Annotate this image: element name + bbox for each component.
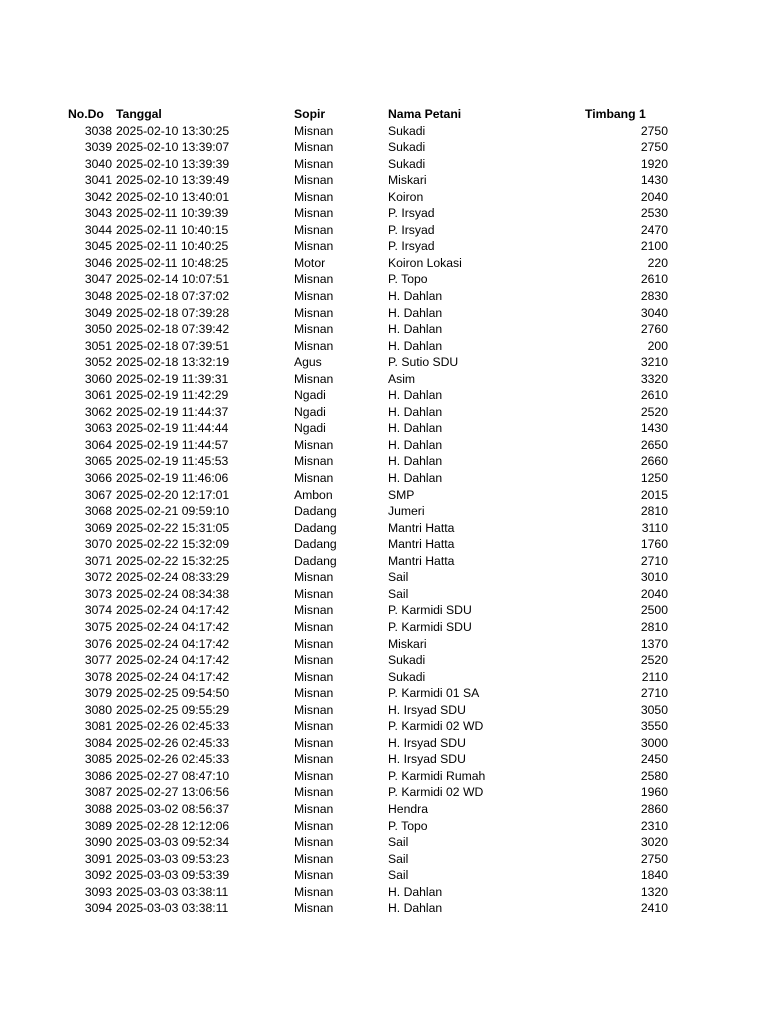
cell-tanggal: 2025-02-19 11:44:37 (116, 404, 229, 419)
cell-tanggal: 2025-02-22 15:31:05 (116, 520, 230, 535)
cell-nama-petani: H. Dahlan (388, 305, 443, 320)
cell-timbang-1: 2750 (640, 123, 668, 138)
cell-sopir: Misnan (294, 570, 334, 585)
table-row (0, 669, 768, 686)
cell-sopir: Misnan (294, 868, 334, 883)
cell-nama-petani: H. Dahlan (388, 901, 443, 916)
cell-no-do: 3074 (84, 603, 112, 618)
cell-tanggal: 2025-02-19 11:45:53 (116, 454, 229, 469)
cell-no-do: 3068 (84, 504, 112, 519)
cell-no-do: 3091 (84, 851, 112, 866)
cell-nama-petani: P. Sutio SDU (388, 355, 459, 370)
cell-no-do: 3081 (84, 719, 112, 734)
cell-tanggal: 2025-02-24 08:34:38 (116, 586, 230, 601)
table-row (0, 569, 768, 586)
cell-tanggal: 2025-02-18 07:39:42 (116, 322, 230, 337)
cell-timbang-1: 1370 (640, 636, 668, 651)
table-row (0, 305, 768, 322)
cell-nama-petani: Mantri Hatta (388, 520, 455, 535)
table-row (0, 735, 768, 752)
table-row (0, 172, 768, 189)
cell-no-do: 3042 (84, 189, 112, 204)
cell-no-do: 3045 (84, 239, 112, 254)
table-row (0, 420, 768, 437)
table-body (0, 123, 768, 917)
cell-tanggal: 2025-03-02 08:56:37 (116, 801, 230, 816)
cell-timbang-1: 2610 (640, 272, 668, 287)
cell-no-do: 3071 (84, 553, 112, 568)
cell-tanggal: 2025-02-18 13:32:19 (116, 355, 230, 370)
cell-timbang-1: 3010 (640, 570, 668, 585)
cell-tanggal: 2025-02-10 13:39:07 (116, 140, 230, 155)
cell-no-do: 3064 (84, 437, 112, 452)
cell-sopir: Dadang (294, 504, 337, 519)
cell-tanggal: 2025-03-03 03:38:11 (116, 884, 229, 899)
cell-no-do: 3060 (84, 371, 112, 386)
cell-nama-petani: Koiron Lokasi (388, 255, 462, 270)
cell-no-do: 3088 (84, 801, 112, 816)
cell-timbang-1: 2040 (640, 586, 668, 601)
cell-no-do: 3061 (84, 388, 112, 403)
cell-sopir: Misnan (294, 437, 334, 452)
cell-sopir: Misnan (294, 884, 334, 899)
cell-tanggal: 2025-02-21 09:59:10 (116, 504, 230, 519)
cell-sopir: Misnan (294, 272, 334, 287)
cell-nama-petani: P. Irsyad (388, 239, 435, 254)
cell-timbang-1: 3000 (640, 735, 668, 750)
cell-no-do: 3065 (84, 454, 112, 469)
cell-no-do: 3069 (84, 520, 112, 535)
cell-no-do: 3087 (84, 785, 112, 800)
cell-sopir: Misnan (294, 289, 334, 304)
cell-nama-petani: P. Karmidi SDU (388, 603, 472, 618)
cell-no-do: 3085 (84, 752, 112, 767)
cell-tanggal: 2025-02-10 13:39:39 (116, 156, 230, 171)
cell-tanggal: 2025-02-18 07:37:02 (116, 289, 230, 304)
cell-sopir: Misnan (294, 835, 334, 850)
cell-timbang-1: 1430 (640, 173, 668, 188)
table-row (0, 453, 768, 470)
cell-nama-petani: P. Karmidi Rumah (388, 768, 486, 783)
cell-nama-petani: Miskari (388, 173, 427, 188)
cell-sopir: Misnan (294, 653, 334, 668)
cell-no-do: 3047 (84, 272, 112, 287)
cell-sopir: Misnan (294, 239, 334, 254)
cell-sopir: Misnan (294, 801, 334, 816)
cell-nama-petani: Sail (388, 868, 409, 883)
cell-sopir: Misnan (294, 338, 334, 353)
cell-no-do: 3078 (84, 669, 112, 684)
cell-nama-petani: H. Dahlan (388, 388, 443, 403)
cell-tanggal: 2025-02-24 04:17:42 (116, 603, 230, 618)
cell-sopir: Misnan (294, 371, 334, 386)
cell-nama-petani: Sukadi (388, 653, 426, 668)
cell-nama-petani: P. Topo (388, 818, 428, 833)
cell-tanggal: 2025-02-28 12:12:06 (116, 818, 230, 833)
cell-tanggal: 2025-03-03 03:38:11 (116, 901, 229, 916)
header-timbang-1: Timbang 1 (585, 107, 646, 121)
cell-sopir: Misnan (294, 636, 334, 651)
cell-tanggal: 2025-02-24 08:33:29 (116, 570, 230, 585)
cell-sopir: Misnan (294, 719, 334, 734)
cell-tanggal: 2025-02-10 13:40:01 (116, 189, 230, 204)
cell-timbang-1: 2450 (640, 752, 668, 767)
table-row (0, 801, 768, 818)
table-row (0, 321, 768, 338)
cell-nama-petani: H. Dahlan (388, 322, 443, 337)
cell-sopir: Ngadi (294, 388, 326, 403)
cell-timbang-1: 2710 (640, 686, 668, 701)
table-row (0, 139, 768, 156)
cell-nama-petani: H. Dahlan (388, 471, 443, 486)
cell-nama-petani: H. Dahlan (388, 437, 443, 452)
cell-tanggal: 2025-02-19 11:39:31 (116, 371, 229, 386)
cell-nama-petani: P. Karmidi 01 SA (388, 686, 480, 701)
cell-timbang-1: 2860 (640, 801, 668, 816)
cell-no-do: 3049 (84, 305, 112, 320)
cell-sopir: Misnan (294, 603, 334, 618)
cell-tanggal: 2025-02-20 12:17:01 (116, 487, 230, 502)
cell-no-do: 3090 (84, 835, 112, 850)
cell-no-do: 3077 (84, 653, 112, 668)
cell-nama-petani: Hendra (388, 801, 428, 816)
cell-timbang-1: 3320 (640, 371, 668, 386)
cell-nama-petani: Mantri Hatta (388, 553, 455, 568)
cell-no-do: 3075 (84, 619, 112, 634)
cell-sopir: Misnan (294, 768, 334, 783)
cell-sopir: Ambon (294, 487, 333, 502)
cell-sopir: Misnan (294, 586, 334, 601)
cell-tanggal: 2025-02-11 10:48:25 (116, 255, 229, 270)
cell-sopir: Misnan (294, 222, 334, 237)
cell-timbang-1: 3020 (640, 835, 668, 850)
cell-tanggal: 2025-03-03 09:53:39 (116, 868, 230, 883)
cell-nama-petani: H. Dahlan (388, 884, 443, 899)
cell-sopir: Misnan (294, 901, 334, 916)
table-row (0, 702, 768, 719)
cell-nama-petani: Sail (388, 835, 409, 850)
table-row (0, 602, 768, 619)
table-row (0, 784, 768, 801)
cell-no-do: 3051 (84, 338, 112, 353)
cell-tanggal: 2025-02-18 07:39:51 (116, 338, 230, 353)
cell-sopir: Misnan (294, 851, 334, 866)
cell-no-do: 3093 (84, 884, 112, 899)
cell-no-do: 3038 (84, 123, 112, 138)
cell-timbang-1: 2810 (640, 504, 668, 519)
cell-timbang-1: 2810 (640, 619, 668, 634)
cell-nama-petani: H. Dahlan (388, 338, 443, 353)
cell-timbang-1: 1430 (640, 421, 668, 436)
cell-sopir: Misnan (294, 189, 334, 204)
cell-nama-petani: P. Karmidi SDU (388, 619, 472, 634)
table-row (0, 338, 768, 355)
cell-timbang-1: 2750 (640, 851, 668, 866)
cell-timbang-1: 3210 (640, 355, 668, 370)
cell-tanggal: 2025-02-19 11:44:57 (116, 437, 229, 452)
cell-no-do: 3050 (84, 322, 112, 337)
cell-tanggal: 2025-02-24 04:17:42 (116, 636, 230, 651)
cell-sopir: Misnan (294, 173, 334, 188)
cell-no-do: 3041 (84, 173, 112, 188)
cell-no-do: 3072 (84, 570, 112, 585)
table-row (0, 834, 768, 851)
cell-nama-petani: H. Dahlan (388, 289, 443, 304)
cell-timbang-1: 220 (647, 255, 668, 270)
cell-no-do: 3089 (84, 818, 112, 833)
table-row (0, 685, 768, 702)
cell-sopir: Dadang (294, 553, 337, 568)
cell-tanggal: 2025-02-27 08:47:10 (116, 768, 230, 783)
cell-no-do: 3062 (84, 404, 112, 419)
cell-timbang-1: 3050 (640, 702, 668, 717)
cell-timbang-1: 2040 (640, 189, 668, 204)
cell-tanggal: 2025-02-22 15:32:25 (116, 553, 230, 568)
cell-timbang-1: 2660 (640, 454, 668, 469)
cell-no-do: 3063 (84, 421, 112, 436)
cell-timbang-1: 2110 (641, 669, 668, 684)
cell-nama-petani: Jumeri (388, 504, 425, 519)
table-row (0, 371, 768, 388)
table-row (0, 255, 768, 272)
cell-timbang-1: 1250 (640, 471, 668, 486)
cell-timbang-1: 1920 (640, 156, 668, 171)
cell-nama-petani: Sail (388, 586, 409, 601)
cell-timbang-1: 2410 (640, 901, 668, 916)
cell-tanggal: 2025-02-18 07:39:28 (116, 305, 230, 320)
table-row (0, 900, 768, 917)
table-row (0, 387, 768, 404)
cell-sopir: Misnan (294, 206, 334, 221)
table-row (0, 487, 768, 504)
cell-sopir: Misnan (294, 669, 334, 684)
cell-tanggal: 2025-02-10 13:39:49 (116, 173, 230, 188)
table-row (0, 189, 768, 206)
cell-timbang-1: 200 (647, 338, 668, 353)
cell-nama-petani: Sail (388, 851, 409, 866)
cell-nama-petani: H. Irsyad SDU (388, 702, 466, 717)
cell-timbang-1: 2710 (640, 553, 668, 568)
cell-nama-petani: Sail (388, 570, 409, 585)
cell-sopir: Misnan (294, 471, 334, 486)
cell-nama-petani: H. Dahlan (388, 404, 443, 419)
cell-no-do: 3079 (84, 686, 112, 701)
cell-nama-petani: Sukadi (388, 123, 426, 138)
cell-tanggal: 2025-02-25 09:54:50 (116, 686, 230, 701)
cell-timbang-1: 2760 (640, 322, 668, 337)
table-row (0, 553, 768, 570)
cell-nama-petani: Sukadi (388, 156, 426, 171)
table-row (0, 222, 768, 239)
table-row (0, 536, 768, 553)
header-tanggal: Tanggal (116, 107, 162, 121)
cell-sopir: Misnan (294, 619, 334, 634)
cell-tanggal: 2025-02-26 02:45:33 (116, 719, 230, 734)
cell-nama-petani: Sukadi (388, 669, 426, 684)
cell-sopir: Misnan (294, 752, 334, 767)
table-row (0, 354, 768, 371)
cell-no-do: 3048 (84, 289, 112, 304)
table-row (0, 404, 768, 421)
cell-timbang-1: 2520 (640, 653, 668, 668)
table-row (0, 437, 768, 454)
cell-timbang-1: 1840 (640, 868, 668, 883)
cell-sopir: Misnan (294, 785, 334, 800)
cell-no-do: 3094 (84, 901, 112, 916)
cell-no-do: 3080 (84, 702, 112, 717)
cell-nama-petani: Miskari (388, 636, 427, 651)
cell-sopir: Misnan (294, 140, 334, 155)
cell-sopir: Dadang (294, 537, 337, 552)
header-nama-petani: Nama Petani (388, 107, 462, 121)
header-no-do: No.Do (68, 107, 104, 121)
table-row (0, 652, 768, 669)
cell-sopir: Dadang (294, 520, 337, 535)
cell-tanggal: 2025-02-11 10:40:15 (116, 222, 229, 237)
cell-no-do: 3052 (84, 355, 112, 370)
cell-timbang-1: 2015 (640, 487, 668, 502)
cell-no-do: 3066 (84, 471, 112, 486)
table-row (0, 503, 768, 520)
table-row (0, 586, 768, 603)
cell-timbang-1: 2830 (640, 289, 668, 304)
cell-no-do: 3092 (84, 868, 112, 883)
table-row (0, 619, 768, 636)
cell-timbang-1: 2100 (640, 239, 668, 254)
cell-tanggal: 2025-02-24 04:17:42 (116, 669, 230, 684)
cell-timbang-1: 1760 (640, 537, 668, 552)
cell-nama-petani: Mantri Hatta (388, 537, 455, 552)
cell-sopir: Misnan (294, 686, 334, 701)
table-row (0, 751, 768, 768)
table-row (0, 867, 768, 884)
cell-sopir: Misnan (294, 156, 334, 171)
table-row (0, 205, 768, 222)
cell-sopir: Misnan (294, 818, 334, 833)
cell-no-do: 3073 (84, 586, 112, 601)
data-table (0, 106, 768, 917)
table-row (0, 470, 768, 487)
cell-no-do: 3067 (84, 487, 112, 502)
cell-tanggal: 2025-03-03 09:53:23 (116, 851, 230, 866)
cell-nama-petani: Sukadi (388, 140, 426, 155)
cell-nama-petani: Asim (388, 371, 416, 386)
table-row (0, 288, 768, 305)
cell-timbang-1: 2580 (640, 768, 668, 783)
cell-tanggal: 2025-02-27 13:06:56 (116, 785, 230, 800)
cell-tanggal: 2025-02-14 10:07:51 (116, 272, 230, 287)
cell-timbang-1: 2470 (640, 222, 668, 237)
cell-tanggal: 2025-02-26 02:45:33 (116, 735, 230, 750)
table-row (0, 636, 768, 653)
table-row (0, 271, 768, 288)
table-row (0, 156, 768, 173)
cell-sopir: Misnan (294, 123, 334, 138)
cell-no-do: 3084 (84, 735, 112, 750)
cell-tanggal: 2025-02-10 13:30:25 (116, 123, 230, 138)
cell-sopir: Agus (294, 355, 322, 370)
cell-nama-petani: P. Karmidi 02 WD (388, 785, 484, 800)
cell-timbang-1: 2520 (640, 404, 668, 419)
cell-no-do: 3043 (84, 206, 112, 221)
cell-tanggal: 2025-02-11 10:40:25 (116, 239, 229, 254)
table-row (0, 851, 768, 868)
cell-timbang-1: 1320 (640, 884, 668, 899)
table-row (0, 238, 768, 255)
cell-timbang-1: 3040 (640, 305, 668, 320)
cell-nama-petani: H. Dahlan (388, 454, 443, 469)
cell-timbang-1: 1960 (640, 785, 668, 800)
cell-timbang-1: 2500 (640, 603, 668, 618)
cell-sopir: Misnan (294, 702, 334, 717)
cell-timbang-1: 2750 (640, 140, 668, 155)
cell-timbang-1: 3550 (640, 719, 668, 734)
table-row (0, 768, 768, 785)
cell-no-do: 3070 (84, 537, 112, 552)
cell-no-do: 3086 (84, 768, 112, 783)
cell-tanggal: 2025-02-19 11:42:29 (116, 388, 229, 403)
cell-sopir: Misnan (294, 454, 334, 469)
cell-tanggal: 2025-02-19 11:44:44 (116, 421, 229, 436)
cell-tanggal: 2025-02-24 04:17:42 (116, 619, 230, 634)
cell-timbang-1: 2610 (640, 388, 668, 403)
cell-sopir: Motor (294, 255, 326, 270)
cell-sopir: Misnan (294, 735, 334, 750)
cell-no-do: 3076 (84, 636, 112, 651)
cell-sopir: Misnan (294, 305, 334, 320)
cell-tanggal: 2025-02-24 04:17:42 (116, 653, 230, 668)
cell-no-do: 3044 (84, 222, 112, 237)
cell-tanggal: 2025-02-11 10:39:39 (116, 206, 229, 221)
cell-nama-petani: H. Dahlan (388, 421, 443, 436)
cell-timbang-1: 2530 (640, 206, 668, 221)
cell-nama-petani: P. Irsyad (388, 222, 435, 237)
cell-sopir: Misnan (294, 322, 334, 337)
cell-tanggal: 2025-03-03 09:52:34 (116, 835, 230, 850)
cell-tanggal: 2025-02-22 15:32:09 (116, 537, 230, 552)
cell-timbang-1: 2310 (640, 818, 668, 833)
cell-no-do: 3039 (84, 140, 112, 155)
table-row (0, 884, 768, 901)
cell-timbang-1: 2650 (640, 437, 668, 452)
cell-no-do: 3046 (84, 255, 112, 270)
cell-nama-petani: P. Irsyad (388, 206, 435, 221)
cell-nama-petani: H. Irsyad SDU (388, 752, 466, 767)
cell-timbang-1: 3110 (641, 520, 668, 535)
table-row (0, 718, 768, 735)
table-row (0, 520, 768, 537)
cell-no-do: 3040 (84, 156, 112, 171)
cell-nama-petani: H. Irsyad SDU (388, 735, 466, 750)
cell-tanggal: 2025-02-19 11:46:06 (116, 471, 229, 486)
cell-sopir: Ngadi (294, 404, 326, 419)
cell-nama-petani: Koiron (388, 189, 424, 204)
cell-nama-petani: SMP (388, 487, 415, 502)
cell-tanggal: 2025-02-26 02:45:33 (116, 752, 230, 767)
cell-tanggal: 2025-02-25 09:55:29 (116, 702, 230, 717)
table-row (0, 818, 768, 835)
cell-nama-petani: P. Karmidi 02 WD (388, 719, 484, 734)
header-sopir: Sopir (294, 107, 326, 121)
table-row (0, 123, 768, 140)
cell-nama-petani: P. Topo (388, 272, 428, 287)
header-row (0, 106, 768, 123)
cell-sopir: Ngadi (294, 421, 326, 436)
